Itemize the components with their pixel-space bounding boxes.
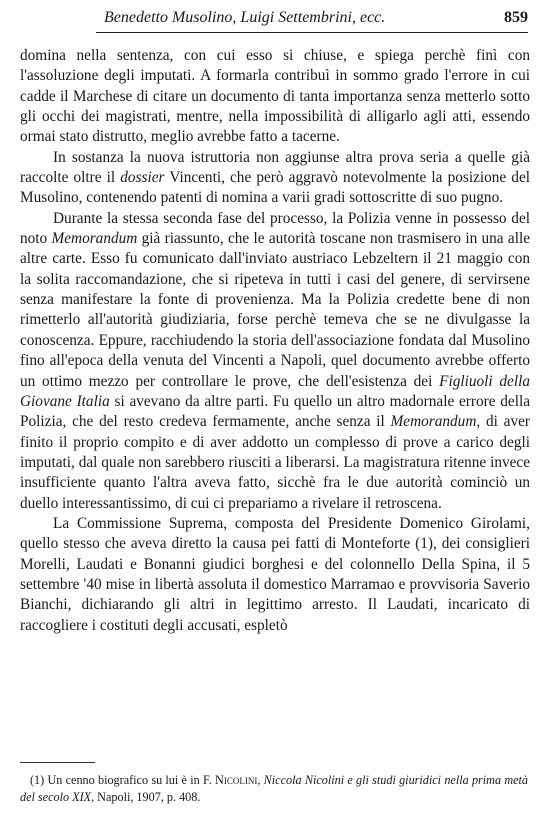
footnote bbox=[20, 772, 528, 806]
paragraph bbox=[20, 514, 530, 636]
paragraph bbox=[20, 209, 530, 514]
italic-phrase: Niccola Nicolini e gli studi giuridici nella prima metà del secolo XIX bbox=[20, 773, 529, 804]
text-run: Un cenno biografico su lui è in bbox=[44, 773, 203, 787]
footnote-mark: (1) bbox=[30, 773, 45, 787]
footnote-divider bbox=[20, 762, 95, 763]
text-run: già riassunto, che le autorità toscane non trasmisero in una alle altre carte. Esso fu comunicato dall'inviato austriaco Lebzeltern il 21 maggio con la solita raccomandazione, che si ripeteva in tutti i casi del genere, di servirsene senza manifestare la fonte di provenienza. Ma la Polizia credette bene di non rimetterlo all'autorità giudiziaria, forse perchè temeva che se ne divulgasse la conoscenza. Eppure, racchiudendo la storia dell'associazione fondata dal Musolino fino all'epoca della venuta del Vincenti a Napoli, quel documento avrebbe offerto un ottimo mezzo per controllare le prove, che dell'esistenza dei bbox=[20, 230, 530, 390]
italic-phrase: Memorandum bbox=[390, 413, 477, 431]
text-run: , Napoli, 1907, p. 408. bbox=[91, 790, 201, 804]
italic-phrase: dossier bbox=[120, 169, 165, 187]
italic-phrase: Memorandum bbox=[51, 230, 138, 248]
text-run: si avevano da altre parti. Fu quello un altro madornale errore della Polizia, che del resto credeva fermamente, anche senza il bbox=[20, 392, 530, 431]
author-name: F. Nicolini bbox=[202, 773, 258, 787]
footnote-text bbox=[20, 773, 528, 804]
italic-phrase: Figliuoli della Giovane Italia bbox=[20, 372, 530, 410]
text-run: , bbox=[257, 773, 264, 787]
text-run: Vincenti, che però aggravò notevolmente la posizione del Musolino, contenendo patenti di nomina a varii gradi sottoscritte di suo pugno. bbox=[20, 169, 530, 207]
paragraph bbox=[20, 46, 530, 148]
running-header bbox=[96, 6, 528, 33]
text-run: Durante la stessa seconda fase del processo, la Polizia venne in possesso del noto bbox=[20, 209, 530, 248]
paragraph bbox=[20, 148, 530, 209]
text-run: La Commissione Suprema, composta del Presidente Domenico Girolami, quello stesso che aveva diretto la causa pei fatti di Monteforte (1), dei consiglieri Morelli, Laudati e Bonanni giudici borghesi e del colonnello Della Spina, il 5 settembre '40 mise in libertà assoluta il domestico Marramao e provvisoria Saverio Bianchi, dichiarando gli altri in legittimo arresto. Il Laudati, incaricato di raccogliere i costituti degli accusati, espletò bbox=[20, 514, 530, 634]
text-run: , di aver finito il proprio compito e di aver addotto un complesso di prove a carico degli imputati, dal quale non sarebbero riusciti a liberarsi. La magistratura ritenne invece insufficiente quanto l'altra aveva fatto, sicchè fra le due autorità cominciò un duello interessantissimo, di cui ci prepariamo a rivelare il retroscena. bbox=[20, 413, 530, 512]
text-run: domina nella sentenza, con cui esso si chiuse, e spiega perchè finì con l'assoluzione degli imputati. A formarla contribuì in sommo grado l'errore in cui cadde il Marchese di citare un documento di tanta importanza senza metterlo sotto gli occhi dei magistrati, mentre, nella impossibilità di alligarlo agli atti, essendo ormai stato distrutto, meglio avrebbe fatto a tacerne. bbox=[20, 47, 530, 146]
running-title: Benedetto Musolino, Luigi Settembrini, ecc. bbox=[104, 9, 386, 26]
text-run: In sostanza la nuova istruttoria non aggiunse altra prova seria a quelle già raccolte oltre il bbox=[20, 148, 530, 187]
body-text bbox=[20, 46, 530, 636]
page-number: 859 bbox=[504, 9, 528, 26]
